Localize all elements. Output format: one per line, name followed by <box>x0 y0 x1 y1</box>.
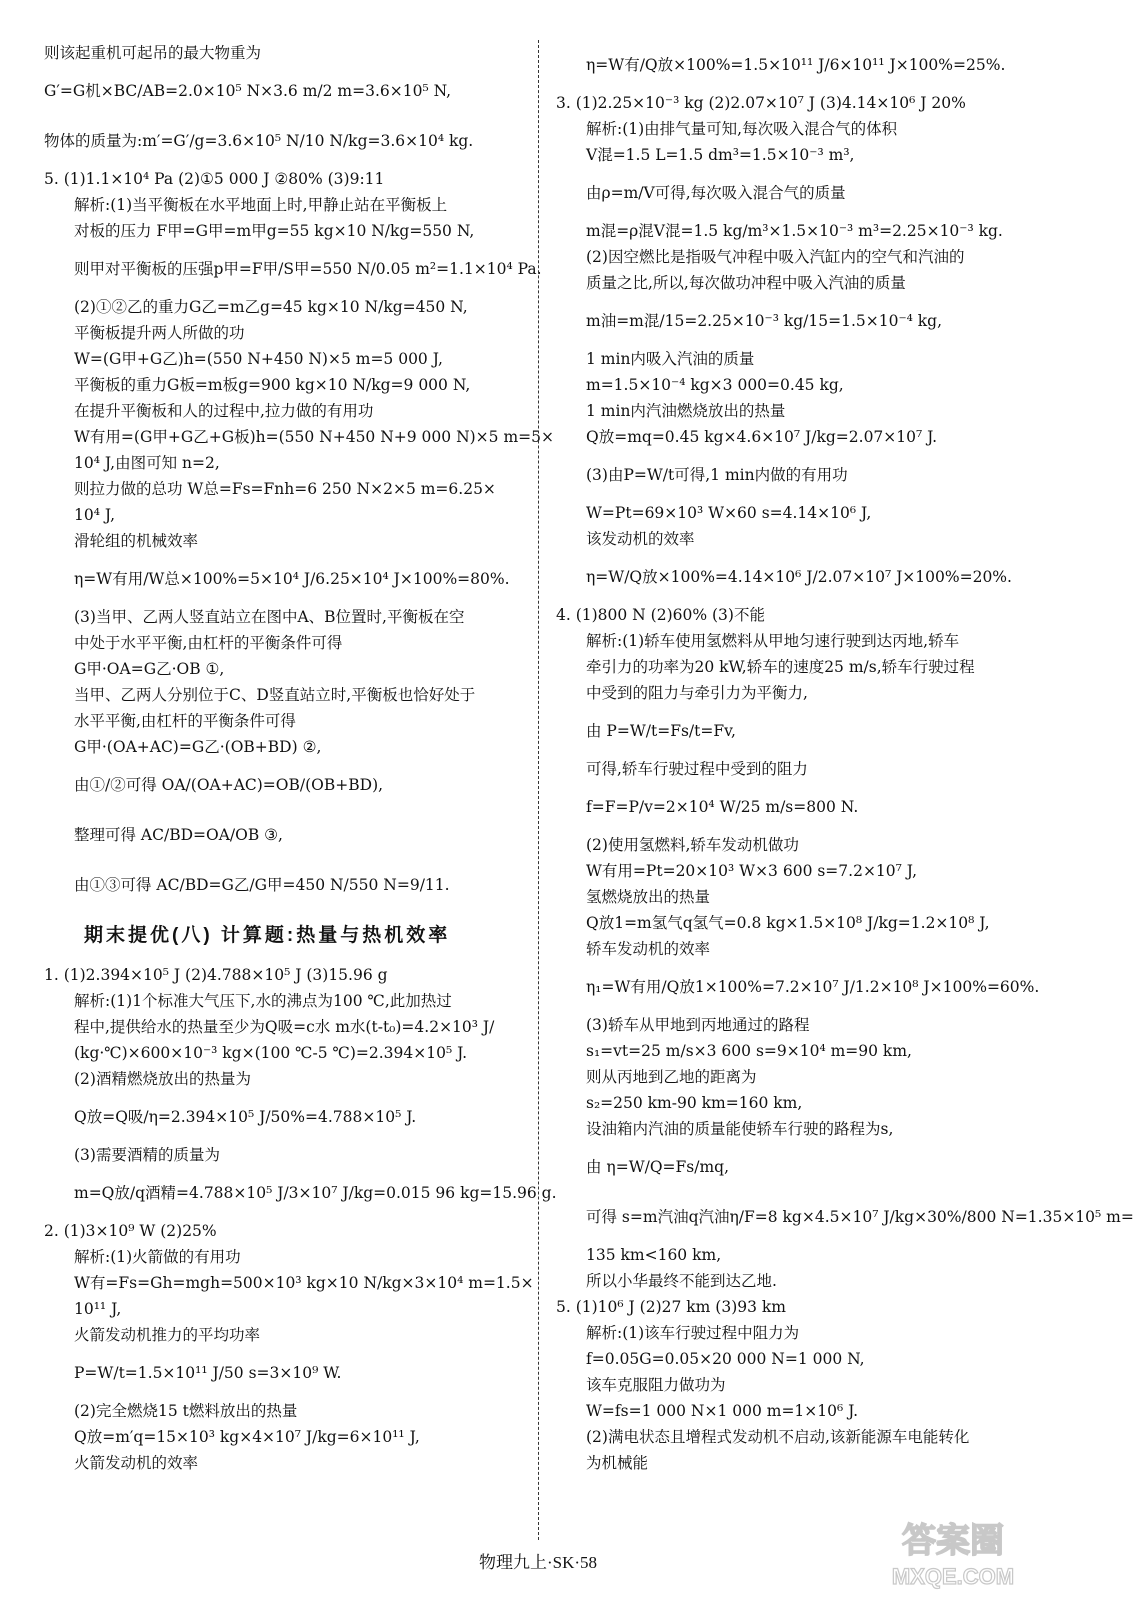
text-line: 解析:(1)1个标准大气压下,水的沸点为100 ℃,此加热过 <box>74 992 452 1010</box>
formula-line: 整理可得 AC/BD=OA/OB ③, <box>74 826 283 844</box>
formula-line: η=W有/Q放×100%=1.5×10¹¹ J/6×10¹¹ J×100%=25%. <box>586 56 1006 74</box>
question-5-answer: 5. (1)10⁶ J (2)27 km (3)93 km <box>556 1298 786 1316</box>
formula-line: m油=m混/15=2.25×10⁻³ kg/15=1.5×10⁻⁴ kg, <box>586 312 943 330</box>
text-line: W=Pt=69×10³ W×60 s=4.14×10⁶ J, <box>586 504 872 522</box>
text-line: Q放=m′q=15×10³ kg×4×10⁷ J/kg=6×10¹¹ J, <box>74 1428 420 1446</box>
question-2-answer: 2. (1)3×10⁹ W (2)25% <box>44 1222 217 1240</box>
text-line: m=1.5×10⁻⁴ kg×3 000=0.45 kg, <box>586 376 844 394</box>
right-column <box>556 40 1134 1476</box>
formula-line: 由 η=W/Q=Fs/mq, <box>586 1158 730 1176</box>
column-divider <box>538 40 539 1540</box>
text-line: (2)使用氢燃料,轿车发动机做功 <box>586 836 799 854</box>
text-line: 氢燃烧放出的热量 <box>586 888 711 906</box>
formula-line: 由 P=W/t=Fs/t=Fv, <box>586 722 736 740</box>
text-line: 135 km<160 km, <box>586 1246 722 1264</box>
text-line: (2)完全燃烧15 t燃料放出的热量 <box>74 1402 298 1420</box>
text-line: f=0.05G=0.05×20 000 N=1 000 N, <box>586 1350 865 1368</box>
formula-line: (3)由P=W/t可得,1 min内做的有用功 <box>586 466 848 484</box>
left-column <box>44 40 557 1476</box>
text-line: G甲·OA=G乙·OB ①, <box>74 660 225 678</box>
formula-line: 物体的质量为:m′=G′/g=3.6×10⁵ N/10 N/kg=3.6×10⁴ kg. <box>44 132 474 150</box>
text-line: 该车克服阻力做功为 <box>586 1376 726 1394</box>
text-line: 质量之比,所以,每次做功冲程中吸入汽油的质量 <box>586 274 906 292</box>
text-line: 该发动机的效率 <box>586 530 695 548</box>
watermark-bottom: MXQE.COM <box>891 1564 1015 1589</box>
text-line: 当甲、乙两人分别位于C、D竖直站立时,平衡板也恰好处于 <box>74 686 476 704</box>
text-line: (3)当甲、乙两人竖直站立在图中A、B位置时,平衡板在空 <box>74 608 465 626</box>
text-line: 1 min内吸入汽油的质量 <box>586 350 755 368</box>
question-5-answer: 5. (1)1.1×10⁴ Pa (2)①5 000 J ②80% (3)9:11 <box>44 170 385 188</box>
text-line: W有用=Pt=20×10³ W×3 600 s=7.2×10⁷ J, <box>586 862 918 880</box>
text-line: 10¹¹ J, <box>74 1300 122 1318</box>
question-4-answer: 4. (1)800 N (2)60% (3)不能 <box>556 606 765 624</box>
formula-line: η=W有用/W总×100%=5×10⁴ J/6.25×10⁴ J×100%=80%. <box>74 570 510 588</box>
text-line: G甲·(OA+AC)=G乙·(OB+BD) ②, <box>74 738 322 756</box>
question-1-answer: 1. (1)2.394×10⁵ J (2)4.788×10⁵ J (3)15.96 g <box>44 966 388 984</box>
text-line: W=fs=1 000 N×1 000 m=1×10⁶ J. <box>586 1402 859 1420</box>
text-line: (2)酒精燃烧放出的热量为 <box>74 1070 251 1088</box>
text-line: 10⁴ J, <box>74 506 116 524</box>
text-line: W=(G甲+G乙)h=(550 N+450 N)×5 m=5 000 J, <box>74 350 443 368</box>
formula-line: G′=G机×BC/AB=2.0×10⁵ N×3.6 m/2 m=3.6×10⁵ N, <box>44 82 452 100</box>
text-line: 则拉力做的总功 W总=Fs=Fnh=6 250 N×2×5 m=6.25× <box>74 480 496 498</box>
text-line: s₁=vt=25 m/s×3 600 s=9×10⁴ m=90 km, <box>586 1042 912 1060</box>
text-line: 平衡板提升两人所做的功 <box>74 324 245 342</box>
text-line: 为机械能 <box>586 1454 649 1472</box>
text-line: 对板的压力 F甲=G甲=m甲g=55 kg×10 N/kg=550 N, <box>74 222 475 240</box>
text-line: Q放=mq=0.45 kg×4.6×10⁷ J/kg=2.07×10⁷ J. <box>586 428 938 446</box>
text-line: (kg·℃)×600×10⁻³ kg×(100 ℃-5 ℃)=2.394×10⁵ J. <box>74 1044 468 1062</box>
text-line: 则该起重机可起吊的最大物重为 <box>44 44 262 62</box>
formula-line: 由ρ=m/V可得,每次吸入混合气的质量 <box>586 184 846 202</box>
text-line: 则从丙地到乙地的距离为 <box>586 1068 757 1086</box>
text-line: 10⁴ J,由图可知 n=2, <box>74 454 220 472</box>
text-line: (3)需要酒精的质量为 <box>74 1146 220 1164</box>
text-line: 解析:(1)火箭做的有用功 <box>74 1248 241 1266</box>
text-line: s₂=250 km-90 km=160 km, <box>586 1094 803 1112</box>
text-line: 火箭发动机的效率 <box>74 1454 199 1472</box>
section-heading: 期末提优(八) 计算题:热量与热机效率 <box>84 925 451 946</box>
text-line: 中处于水平平衡,由杠杆的平衡条件可得 <box>74 634 343 652</box>
text-line: 轿车发动机的效率 <box>586 940 711 958</box>
formula-line: m=Q放/q酒精=4.788×10⁵ J/3×10⁷ J/kg=0.015 96 kg=15.96 g. <box>74 1184 557 1202</box>
text-line: W有=Fs=Gh=mgh=500×10³ kg×10 N/kg×3×10⁴ m=1.5× <box>74 1274 534 1292</box>
formula-line: η=W/Q放×100%=4.14×10⁶ J/2.07×10⁷ J×100%=20%. <box>586 568 1012 586</box>
text-line: 火箭发动机推力的平均功率 <box>74 1326 261 1344</box>
formula-line: 可得 s=m汽油q汽油η/F=8 kg×4.5×10⁷ J/kg×30%/800 N=1.35×10⁵ m= <box>586 1208 1134 1226</box>
text-line: 在提升平衡板和人的过程中,拉力做的有用功 <box>74 402 374 420</box>
formula-line: η₁=W有用/Q放1×100%=7.2×10⁷ J/1.2×10⁸ J×100%=60%. <box>586 978 1040 996</box>
text-line: 设油箱内汽油的质量能使轿车行驶的路程为s, <box>586 1120 894 1138</box>
text-line: 解析:(1)由排气量可知,每次吸入混合气的体积 <box>586 120 898 138</box>
text-line: 程中,提供给水的热量至少为Q吸=c水 m水(t-t₀)=4.2×10³ J/ <box>74 1018 495 1036</box>
question-3-answer: 3. (1)2.25×10⁻³ kg (2)2.07×10⁷ J (3)4.14×10⁶ J 20% <box>556 94 966 112</box>
text-line: 中受到的阻力与牵引力为平衡力, <box>586 684 808 702</box>
page-footer: 物理九上·SK·58 <box>478 1553 598 1572</box>
formula-line: P=W/t=1.5×10¹¹ J/50 s=3×10⁹ W. <box>74 1364 342 1382</box>
text-line: Q放1=m氢气q氢气=0.8 kg×1.5×10⁸ J/kg=1.2×10⁸ J, <box>586 914 990 932</box>
watermark-top: 答案圈 <box>902 1521 1004 1561</box>
text-line: 解析:(1)该车行驶过程中阻力为 <box>586 1324 800 1342</box>
formula-line: 由①/②可得 OA/(OA+AC)=OB/(OB+BD), <box>74 776 384 794</box>
watermark-logo <box>848 1510 1058 1590</box>
text-line: m混=ρ混V混=1.5 kg/m³×1.5×10⁻³ m³=2.25×10⁻³ kg. <box>586 222 1003 240</box>
text-line: 牵引力的功率为20 kW,轿车的速度25 m/s,轿车行驶过程 <box>586 658 975 676</box>
text-line: 解析:(1)当平衡板在水平地面上时,甲静止站在平衡板上 <box>74 196 448 214</box>
formula-line: Q放=Q吸/η=2.394×10⁵ J/50%=4.788×10⁵ J. <box>74 1108 417 1126</box>
text-line: (2)①②乙的重力G乙=m乙g=45 kg×10 N/kg=450 N, <box>74 298 468 316</box>
text-line: V混=1.5 L=1.5 dm³=1.5×10⁻³ m³, <box>586 146 855 164</box>
text-line: 解析:(1)轿车使用氢燃料从甲地匀速行驶到达丙地,轿车 <box>586 632 960 650</box>
formula-line: 则甲对平衡板的压强p甲=F甲/S甲=550 N/0.05 m²=1.1×10⁴ Pa. <box>74 260 542 278</box>
text-line: 可得,轿车行驶过程中受到的阻力 <box>586 760 808 778</box>
formula-line: f=F=P/v=2×10⁴ W/25 m/s=800 N. <box>586 798 859 816</box>
text-line: (2)满电状态且增程式发动机不启动,该新能源车电能转化 <box>586 1428 970 1446</box>
text-line: W有用=(G甲+G乙+G板)h=(550 N+450 N+9 000 N)×5 m=5× <box>74 428 554 446</box>
text-line: (2)因空燃比是指吸气冲程中吸入汽缸内的空气和汽油的 <box>586 248 965 266</box>
text-line: 1 min内汽油燃烧放出的热量 <box>586 402 786 420</box>
text-line: (3)轿车从甲地到丙地通过的路程 <box>586 1016 810 1034</box>
text-line: 所以小华最终不能到达乙地. <box>586 1272 777 1290</box>
text-line: 平衡板的重力G板=m板g=900 kg×10 N/kg=9 000 N, <box>74 376 471 394</box>
text-line: 滑轮组的机械效率 <box>74 532 199 550</box>
formula-line: 由①③可得 AC/BD=G乙/G甲=450 N/550 N=9/11. <box>74 876 450 894</box>
text-line: 水平平衡,由杠杆的平衡条件可得 <box>74 712 296 730</box>
